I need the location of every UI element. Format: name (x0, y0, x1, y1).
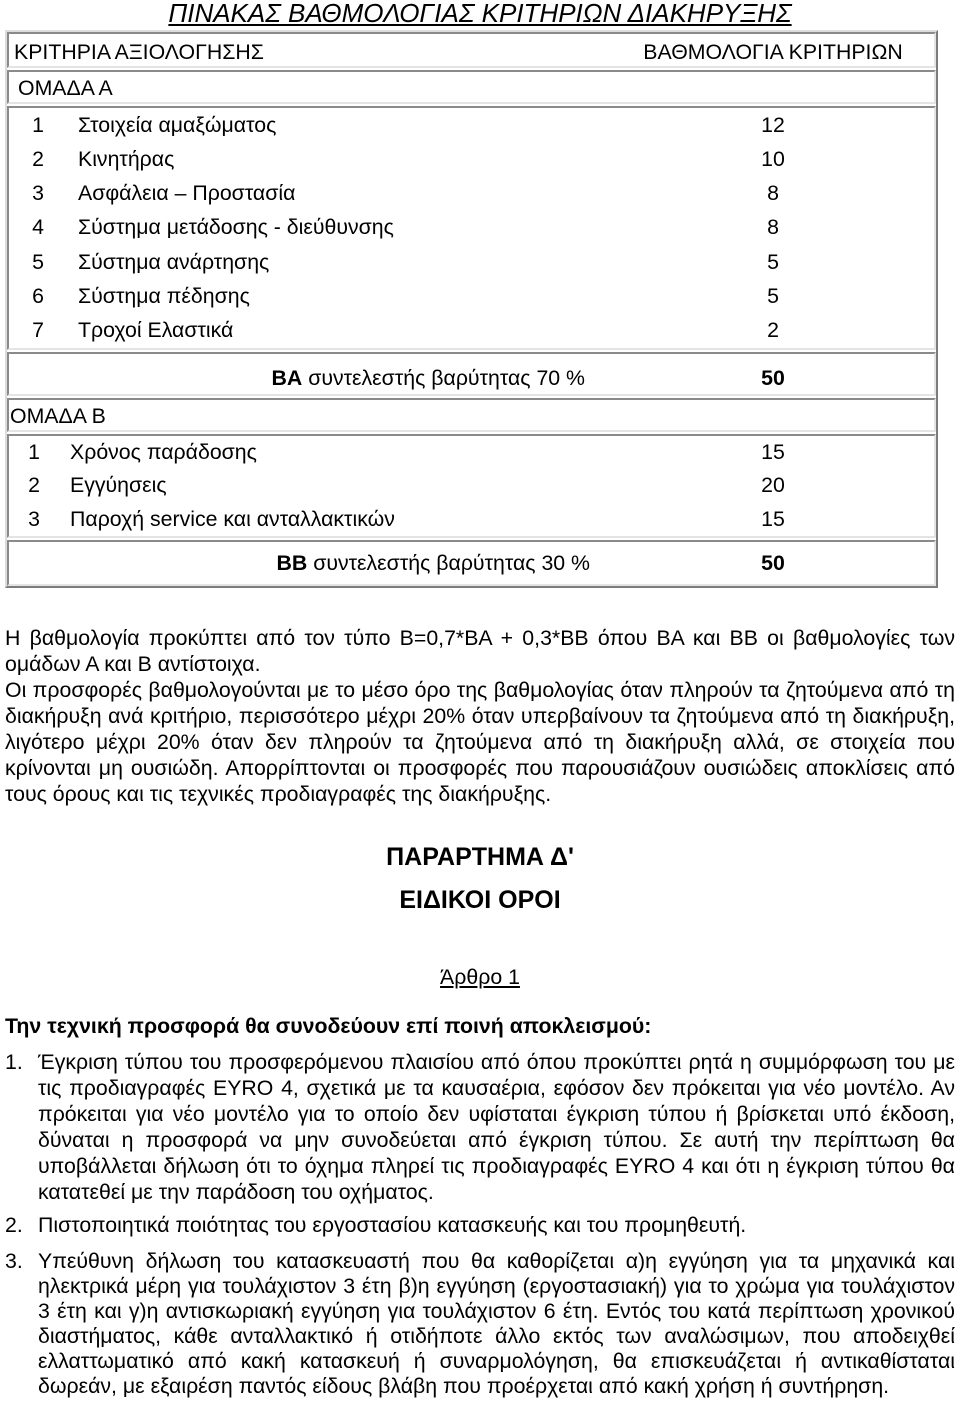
row-label: Στοιχεία αμαξώματος (78, 112, 277, 137)
row-number: 3 (32, 181, 44, 206)
row-number: 2 (28, 473, 40, 498)
page-title: ΠΙΝΑΚΑΣ ΒΑΘΜΟΛΟΓΙΑΣ ΚΡΙΤΗΡΙΩΝ ΔΙΑΚΗΡΥΞΗΣ (168, 0, 792, 28)
row-label: Σύστημα μετάδοσης - διεύθυνσης (78, 215, 394, 240)
list-item (0, 1249, 960, 1399)
table-row (9, 142, 934, 176)
table-row (9, 469, 934, 502)
table-row (9, 245, 934, 279)
weight-total: 50 (761, 550, 785, 575)
row-label: Εγγύησεις (70, 473, 167, 498)
requirements-intro: Την τεχνική προσφορά θα συνοδεύουν επί ποινή αποκλεισμού: (5, 1014, 652, 1038)
row-score: 2 (767, 318, 779, 343)
row-number: 1 (32, 112, 44, 137)
group-b-heading (7, 398, 936, 432)
weight-text: συντελεστής βαρύτητας 70 % (308, 365, 585, 390)
row-score: 15 (761, 440, 785, 465)
table-row (9, 436, 934, 469)
item-text: Πιστοποιητικά ποιότητας του εργοστασίου κατασκευής και του προμηθευτή. (38, 1213, 747, 1237)
row-score: 15 (761, 506, 785, 531)
weight-total: 50 (761, 365, 785, 390)
group-b-label: ΟΜΑΔΑ Β (10, 404, 106, 428)
row-score: 12 (761, 112, 785, 137)
row-score: 5 (767, 249, 779, 274)
table-row (9, 211, 934, 245)
row-score: 5 (767, 284, 779, 309)
item-text: Υπεύθυνη δήλωση του κατασκευαστή που θα καθορίζεται α)η εγγύηση για τα μηχανικά και ηλεκτρικά μέρη για τουλάχιστον 3 έτη β)η εγγύηση (εργοστασιακή) για το χρώμα για τουλάχιστον 3 έτη και γ)η αντισκωριακή εγγύηση για τουλάχιστον 6 έτη. Εντός του κατά περίπτωση χρονικού διαστήματος, κάθε ανταλλακτικό ή οτιδήποτε άλλο εκτός των αναλώσιμων, που αποδειχθεί ελλαττωματικό από κακή κατασκευή ή συναρμολόγηση, θα επισκευάζεται ή αντικαθίσταται δωρεάν, με εξαιρέση παντός είδους βλάβη που προέρχεται από κακή χρήση ή συντήρηση. (38, 1249, 955, 1398)
table-row (9, 108, 934, 142)
weight-label (9, 551, 612, 576)
group-b-weight-row (7, 540, 936, 586)
article-heading: Άρθρο 1 (440, 965, 520, 989)
row-label: Κινητήρας (78, 146, 175, 171)
item-number: 1. (5, 1050, 23, 1074)
row-label: Παροχή service και ανταλλακτικών (70, 506, 395, 531)
table-row (9, 177, 934, 211)
row-score: 8 (767, 215, 779, 240)
row-number: 5 (32, 249, 44, 274)
weight-label (9, 366, 612, 391)
scoring-notes (5, 625, 955, 807)
row-number: 3 (28, 506, 40, 531)
header-criteria: ΚΡΙΤΗΡΙΑ ΑΞΙΟΛΟΓΗΣΗΣ (14, 40, 264, 64)
formula-paragraph: Η βαθμολογία προκύπτει από τον τύπο Β=0,7*ΒΑ + 0,3*ΒΒ όπου ΒΑ και ΒΒ οι βαθμολογίες των ομάδων Α και Β αντίστοιχα. (5, 626, 955, 676)
row-label: Τροχοί Ελαστικά (78, 318, 234, 343)
list-item (0, 1212, 960, 1238)
table-row (9, 279, 934, 313)
table-header (7, 32, 936, 68)
evaluation-paragraph: Οι προσφορές βαθμολογούνται με το μέσο όρο της βαθμολογίας όταν πληρούν τα ζητούμενα από τη διακήρυξη ανά κριτήριο, περισσότερο μέχρι 20% όταν υπερβαίνουν τα ζητούμενα από τη διακήρυξη, λιγότερο μέχρι 20% όταν δεν πληρούν τα ζητούμενα από τη διακήρυξη αλλά, σε στοιχεία που κρίνονται μη ουσιώδη. Απορρίπτονται οι προσφορές που παρουσιάζουν ουσιώδεις αποκλίσεις από τους όρους και τις τεχνικές προδιαγραφές της διακήρυξης. (5, 678, 955, 806)
annex-title: ΠΑΡΑΡΤΗΜΑ Δ' (386, 843, 574, 871)
row-label: Σύστημα ανάρτησης (78, 249, 270, 274)
row-number: 4 (32, 215, 44, 240)
weight-code: ΒΑ (271, 365, 303, 390)
group-a-weight-row (7, 352, 936, 396)
group-b-rows (7, 434, 936, 538)
table-row (9, 503, 934, 536)
row-label: Ασφάλεια – Προστασία (78, 181, 296, 206)
row-score: 10 (761, 146, 785, 171)
weight-text: συντελεστής βαρύτητας 30 % (313, 550, 590, 575)
header-score: ΒΑΘΜΟΛΟΓΙΑ ΚΡΙΤΗΡΙΩΝ (643, 40, 903, 64)
item-text: Έγκριση τύπου του προσφερόμενου πλαισίου από όπου προκύπτει ρητά η συμμόρφωση του με τις προδιαγραφές ΕΥRΟ 4, σχετικά με τα καυσαέρια, εφόσον δεν πρόκειται για νέο μοντέλο. Αν πρόκειται για νέο μοντέλο για το οποίο δεν υφίσταται έγκριση τύπου ή βρίσκεται υπό έκδοση, δύναται η προσφορά να μην συνοδεύεται από έγκριση τύπου. Σε αυτή την περίπτωση θα υποβάλλεται δήλωση ότι το όχημα πληρεί τις προδιαγραφές ΕΥRΟ 4 και ότι η έγκριση τύπου θα κατατεθεί με την παράδοση του οχήματος. (38, 1050, 955, 1204)
row-number: 7 (32, 318, 44, 343)
row-number: 2 (32, 146, 44, 171)
row-score: 20 (761, 473, 785, 498)
list-item (0, 1049, 960, 1205)
item-number: 2. (5, 1213, 23, 1237)
row-label: Χρόνος παράδοσης (70, 440, 257, 465)
table-row (9, 314, 934, 348)
group-a-heading (7, 70, 936, 104)
weight-code: ΒΒ (276, 550, 308, 575)
row-number: 1 (28, 440, 40, 465)
item-number: 3. (5, 1249, 23, 1273)
row-number: 6 (32, 284, 44, 309)
group-a-rows (7, 106, 936, 350)
group-a-label: ΟΜΑΔΑ Α (18, 76, 113, 100)
row-score: 8 (767, 181, 779, 206)
criteria-table (5, 30, 938, 588)
row-label: Σύστημα πέδησης (78, 284, 250, 309)
annex-subtitle: ΕΙΔΙΚΟΙ ΟΡΟΙ (399, 886, 561, 914)
